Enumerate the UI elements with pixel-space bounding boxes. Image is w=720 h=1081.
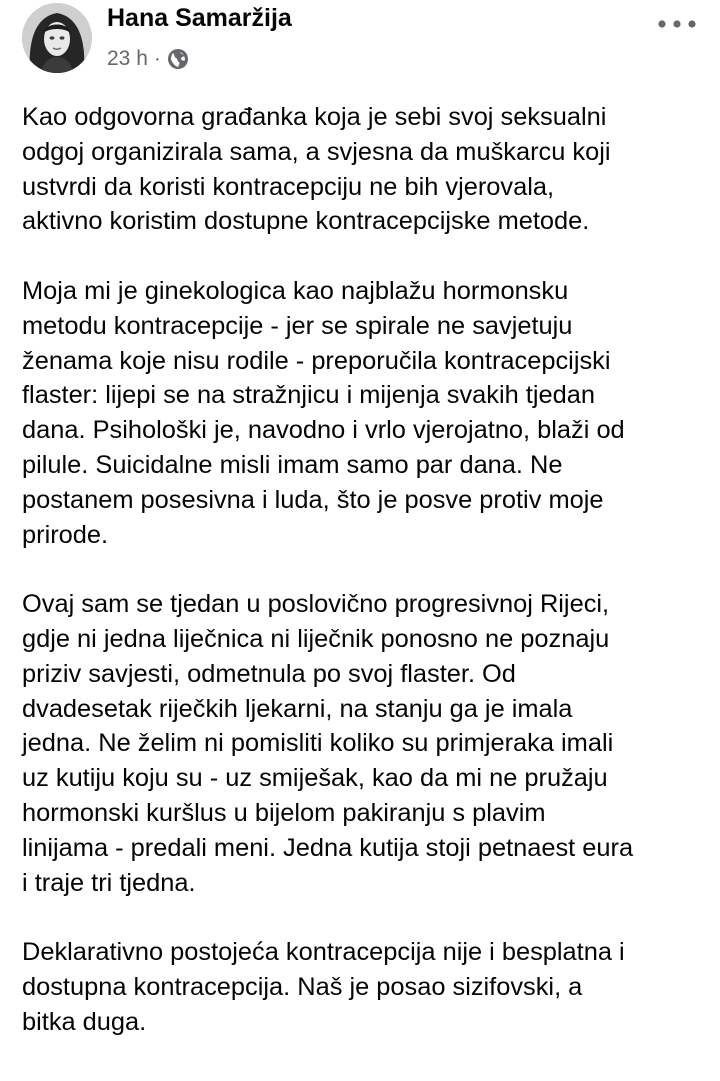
post-timestamp[interactable]: 23 h [107,47,148,70]
more-horizontal-icon[interactable] [655,14,699,34]
post-paragraph-1: Kao odgovorna građanka koja je sebi svoj seksualni odgoj organizirala sama, a svjesna da muškarcu koji ustvrdi da koristi kontracepciju ne bih vjerovala, aktivno koristim dostupne kontracepcijske metode. [22,103,611,236]
globe-icon[interactable] [167,48,189,70]
avatar-photo-icon [22,3,92,73]
author-name[interactable]: Hana Samaržija [107,4,292,32]
post-paragraph-3: Ovaj sam se tjedan u poslovično progresivnoj Rijeci, gdje ni jedna liječnica ni liječnik ponosno ne poznaju priziv savjesti, odmetnula po svoj flaster. Od dvadesetak riječkih ljekarni, na stanju ga je imala jedna. Ne želim ni pomisliti koliko su primjeraka imali uz kutiju koju su - uz smiješak, kao da mi ne pružaju hormonski kuršlus u bijelom pakiranju s plavim linijama - predali meni. Jedna kutija stoji petnaest eura i traje tri tjedna. [22,590,634,897]
post-paragraph-2: Moja mi je ginekologica kao najblažu hormonsku metodu kontracepcije - jer se spirale ne savjetuju ženama koje nisu rodile - preporučila kontracepcijski flaster: lijepi se na stražnjicu i mijenja svakih tjedan dana. Psihološki je, navodno i vrlo vjerojatno, blaži od pilule. Suicidalne misli imam samo par dana. Ne postanem posesivna i luda, što je posve protiv moje prirode. [22,276,625,549]
post-meta [107,46,189,72]
post-text [22,100,702,1040]
avatar[interactable] [22,3,92,73]
post-paragraph-4: Deklarativno postojeća kontracepcija nije i besplatna i dostupna kontracepcija. Naš je posao sizifovski, a bitka duga. [22,938,625,1036]
meta-separator: · [153,47,161,70]
post-header [0,0,720,90]
